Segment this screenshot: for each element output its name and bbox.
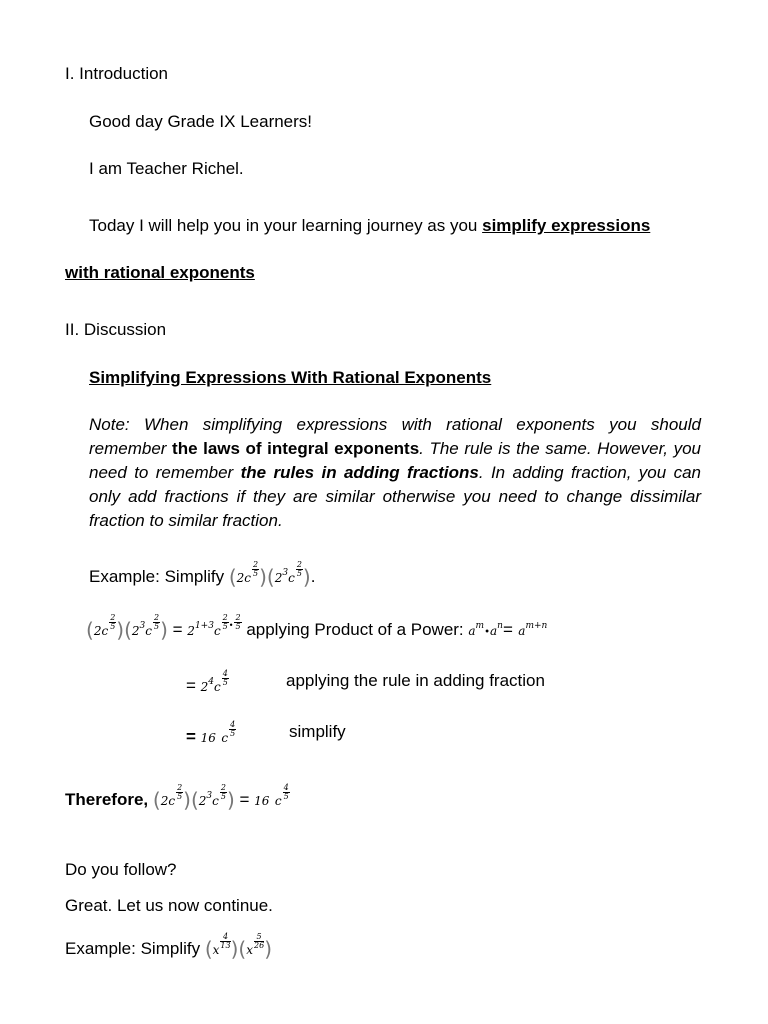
- step1-rhs: $2^{1+3}c$ $\frac{2}{5}$ • $\frac{2}{5}$: [187, 613, 241, 638]
- therefore-result: 16 c $\frac{4}{5}$: [254, 783, 289, 808]
- step1-lhs: (2c $\frac{2}{5}$ )($2^3c$ $\frac{2}{5}$ ): [86, 613, 168, 642]
- product-of-power-rule: $a^m•a^n= a^{m+n}$: [468, 620, 548, 639]
- step1-rule: applying Product of a Power:: [246, 620, 469, 639]
- today-text: [89, 215, 650, 237]
- step2-line: [186, 670, 229, 700]
- example1-line: [89, 561, 315, 591]
- step3-rule: simplify: [289, 722, 346, 741]
- note-paragraph: [89, 413, 701, 533]
- example1-label: Example: Simplify: [89, 567, 229, 586]
- today-bold-1: simplify expressions: [482, 216, 651, 235]
- therefore-label: Therefore,: [65, 790, 149, 809]
- step1-line: [86, 614, 547, 644]
- step1-equals: =: [172, 620, 188, 639]
- continue-text: Great. Let us now continue.: [65, 896, 273, 915]
- therefore-line: [65, 784, 290, 814]
- section-heading-introduction: I. Introduction: [65, 64, 169, 83]
- teacher-intro-text: I am Teacher Richel.: [89, 159, 244, 178]
- today-bold-2: with rational exponents: [65, 263, 255, 282]
- example2-label: Example: Simplify: [65, 939, 205, 958]
- note-text-2: . The rule is the same. However, you need to remember: [89, 439, 702, 482]
- step2-expression: $2^4c$ $\frac{4}{5}$: [200, 669, 228, 694]
- note-text-1: Note: When simplifying expressions with rational exponents you should remember: [89, 415, 701, 458]
- note-bold-1: the laws of integral exponents: [172, 439, 420, 458]
- example1-expression: (2c $\frac{2}{5}$ )($2^3c$ $\frac{2}{5}$ ): [228, 560, 311, 589]
- greeting-text: Good day Grade IX Learners!: [89, 112, 313, 131]
- step3-expression: 16 c $\frac{4}{5}$: [200, 720, 236, 745]
- section-heading-discussion: II. Discussion: [65, 320, 167, 339]
- step2-equals: =: [186, 676, 201, 695]
- note-bold-2: the rules in adding fractions: [240, 463, 479, 482]
- step3-equals: =: [186, 727, 201, 746]
- today-prefix: Today I will help you in your learning journey as you: [89, 216, 483, 235]
- therefore-expression: (2c $\frac{2}{5}$ )($2^3c$ $\frac{2}{5}$ ): [152, 783, 235, 812]
- note-text-3: . In adding fraction, you can only add fractions if they are similar otherwise you need to change dissimilar fraction to similar fraction.: [89, 463, 701, 530]
- step3-line: [186, 721, 236, 749]
- therefore-equals: =: [234, 790, 255, 809]
- step2-rule: applying the rule in adding fraction: [286, 671, 545, 690]
- follow-question: Do you follow?: [65, 860, 177, 879]
- example2-expression: (x $\frac{4}{13}$ )(x $\frac{5}{26}$ ): [204, 932, 272, 961]
- example1-period: .: [310, 567, 316, 586]
- example2-line: [65, 933, 272, 961]
- lesson-subtitle: Simplifying Expressions With Rational Exponents: [89, 368, 492, 387]
